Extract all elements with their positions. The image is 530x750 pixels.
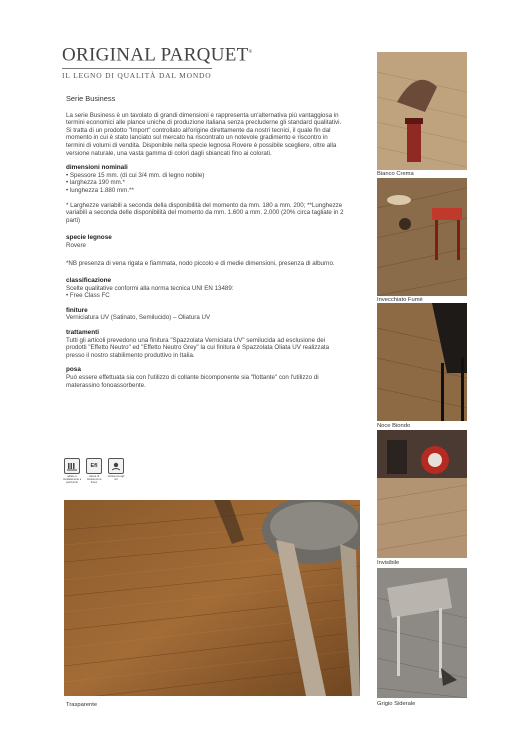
intro-paragraph: La serie Business è un tavolato di grandi dimensioni e rappresenta un'alternativa più vantaggiosa in termini economici alle plance uniche di produzione italiana senza precluderne gli standard qualitativi. Si tratta di un prodotto "Import" controllato all'origine direttamente da nostri tecnici, il quale fin dal momento in cui è stato lanciato sul mercato ha riscontrato un notevole gradimento e riscontro in termini di volumi di vendita. Disponibile nella specie legnosa Rovere è possibile scegliere, oltre alla versione naturale, una vasta gamma di colori dagli sbiancati fino ai colorati. [66,111,342,157]
classificazione-line: Scelte qualitative conformi alla norma tecnica UNI EN 13489: [66,284,234,292]
specie-note: *NB presenza di vena rigata e fiammata, nodo piccolo e di medie dimensioni, presenza di alburno. [66,259,335,267]
posa-heading: posa [66,366,81,374]
specie-value: Rovere [66,241,86,249]
dimensioni-notes: * Larghezze variabili a seconda della disponibilità del momento da mm. 180 a mm. 200; **Lunghezze variabili a seconda delle disponibilità del momento da mm. 1.600 a mm. 2.000 (20% circa tagliate in 2 parti) [66,201,344,224]
finiture-value: Verniciatura UV (Satinato, Semilucido) – Oliatura UV [66,314,211,322]
series-title: Serie Business [66,94,116,103]
classificazione-line: • Free Class FC [66,292,110,300]
trattamenti-heading: trattamenti [66,329,100,337]
swatch-photo-5 [377,568,467,698]
badge-caption: resistenza agli urti [107,475,125,481]
wear-icon [108,458,124,474]
brand-logo [62,42,253,81]
classificazione-heading: classificazione [66,277,112,285]
swatch-caption-4: Invisibile [377,560,400,566]
section-posa [66,366,346,389]
swatch-caption-1: Bianco Crema [377,171,414,177]
main-floor-photo [64,500,360,696]
brand-tagline: IL LEGNO DI QUALITÀ DAL MONDO [62,71,212,81]
badge-caption: classe di resistenza al fuoco [86,475,102,484]
section-trattamenti [66,329,346,359]
brand-name: ORIGINAL PARQUET® [62,44,253,66]
section-classificazione [66,277,346,300]
swatch-caption-5: Grigio Siderale [377,701,416,707]
posa-value: Può essere effettuata sia con l'utilizzo di collante bicomponente sia "flottante" con l'utilizzo di materassino fonoassorbente. [66,374,319,389]
fire-class-icon: Efl [86,458,102,474]
swatch-photo-3 [377,303,467,421]
dimensioni-heading: dimensioni nominali [66,164,128,172]
badge-floor-heating [64,458,80,484]
feature-badges [64,458,124,484]
logo-divider [62,68,212,69]
specie-heading: specie legnose [66,234,112,242]
dimensioni-line: • larghezza 190 mm.* [66,179,125,187]
swatch-photo-1 [377,52,467,170]
swatch-caption-2: Invecchiato Fumè [377,297,423,303]
section-dimensioni [66,164,346,194]
trattamenti-value: Tutti gli articoli prevedono una finitura "Spazzolata Verniciata UV" semilucida ad esclusione dei prodotti "Effetto Neutro" ed "Effetto Neutro Grey" la cui finitura è Spazzolata Oliata UV realizzata presso il nostro stabilimento produttivo in Italia. [66,336,330,359]
badge-resistance [108,458,124,484]
product-description [66,95,346,396]
radiator-icon [64,458,80,474]
swatch-caption-3: Noce Biondo [377,423,411,429]
badge-fire-class [86,458,102,484]
section-finiture [66,307,346,322]
swatch-photo-2 [377,178,467,296]
dimensioni-line: • lunghezza 1.880 mm.** [66,186,134,194]
finiture-heading: finiture [66,306,88,314]
main-photo-caption: Trasparente [66,702,98,708]
section-specie [66,234,346,249]
swatch-photo-4 [377,430,467,558]
badge-caption: adatto a riscaldamento a pavimento [62,475,82,484]
dimensioni-line: • Spessore 15 mm. (di cui 3/4 mm. di legno nobile) [66,171,205,179]
